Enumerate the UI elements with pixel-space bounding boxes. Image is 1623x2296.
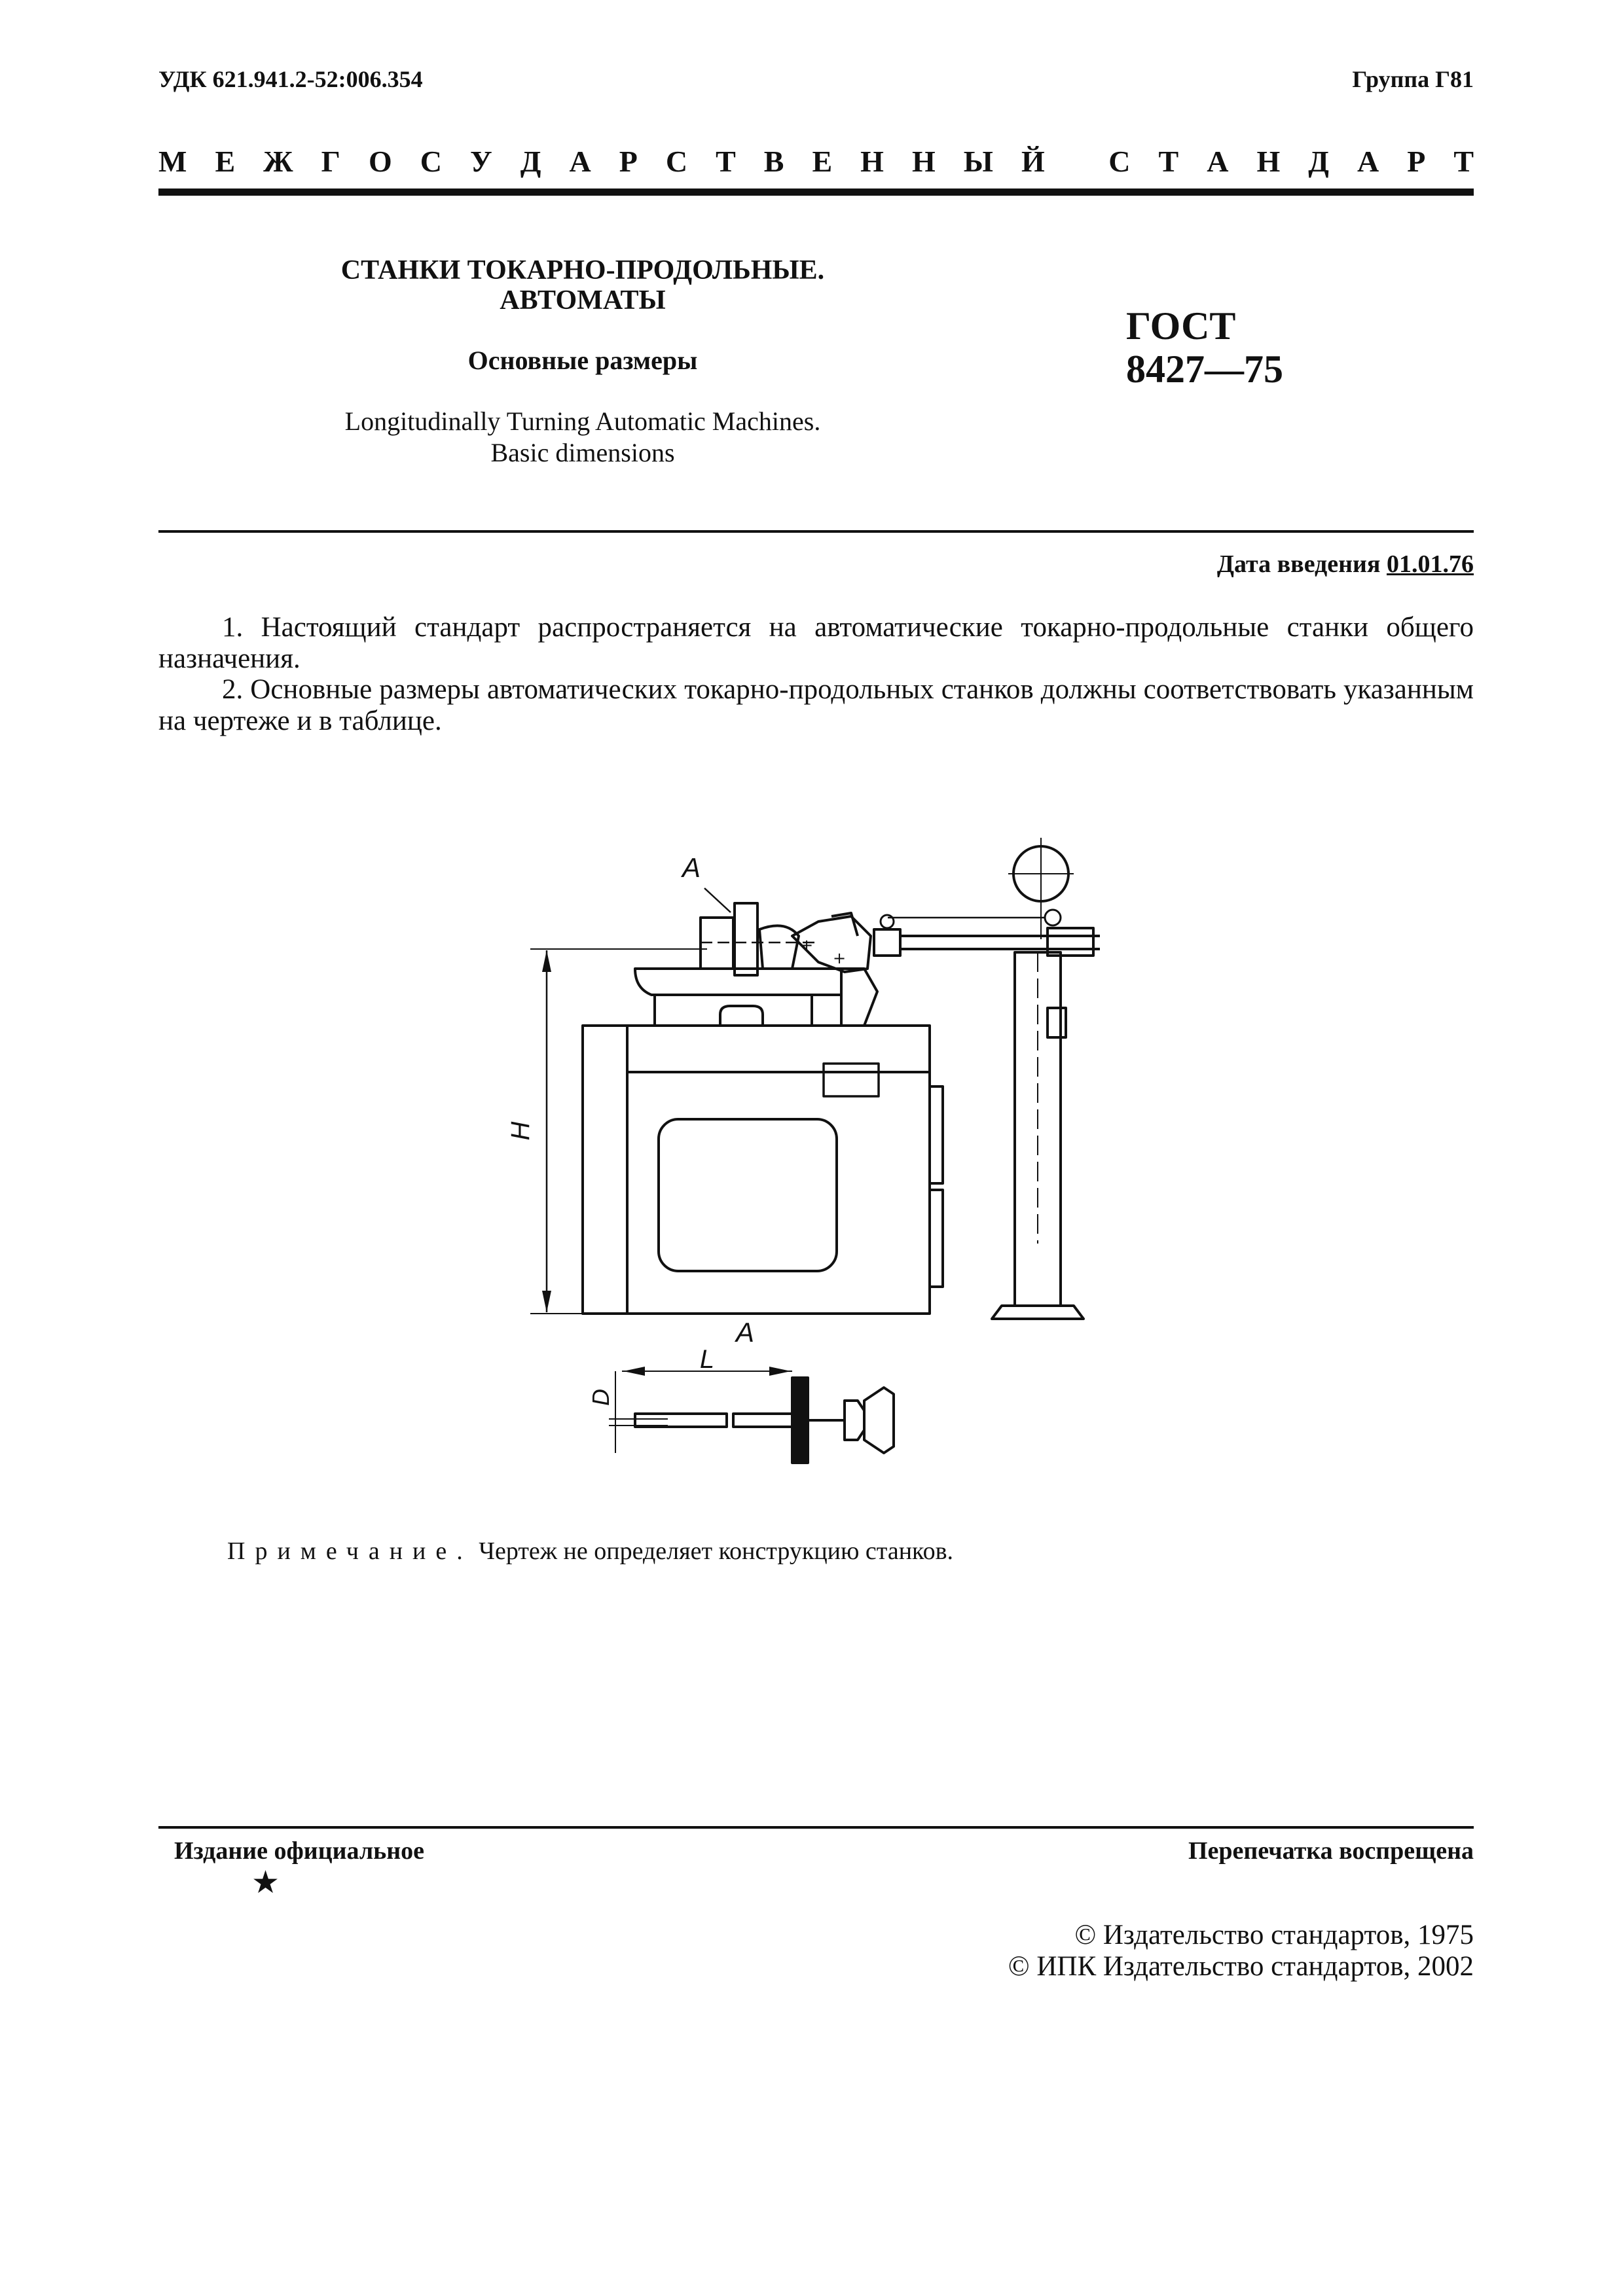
- banner-letter: Т: [716, 145, 736, 178]
- english-title: [282, 406, 884, 469]
- standard-banner: [158, 144, 1474, 179]
- banner-letter: Е: [215, 145, 236, 178]
- banner-letter: Н: [860, 145, 884, 178]
- label-a-top: A: [682, 852, 701, 883]
- banner-letter: Д: [1308, 145, 1329, 178]
- banner-letter: Р: [619, 145, 638, 178]
- gost-label: ГОСТ: [1126, 304, 1236, 348]
- bar-feed: [874, 910, 1100, 956]
- svg-text:+: +: [833, 949, 847, 967]
- banner-letter: О: [368, 145, 392, 178]
- header-rule: [158, 188, 1474, 196]
- english-title-line-2: Basic dimensions: [490, 438, 675, 467]
- tool-block: [701, 903, 871, 975]
- note-text: Чертеж не определяет конструкцию станков.: [479, 1537, 954, 1565]
- gost-code: 8427—75: [1126, 348, 1283, 391]
- title-line-1: СТАНКИ ТОКАРНО-ПРОДОЛЬНЫЕ.: [340, 255, 825, 285]
- banner-letter: А: [1357, 145, 1379, 178]
- title-line-2: АВТОМАТЫ: [500, 285, 666, 315]
- document-subtitle: Основные размеры: [467, 346, 698, 375]
- introduction-date-value: 01.01.76: [1387, 550, 1474, 578]
- svg-text:+: +: [800, 936, 814, 954]
- star-icon: ★: [251, 1865, 280, 1900]
- banner-letter: С: [1108, 145, 1131, 178]
- introduction-date: [1217, 550, 1474, 579]
- banner-letter: Г: [321, 145, 340, 178]
- reprint-notice: Перепечатка воспрещена: [1188, 1837, 1474, 1865]
- label-a-bottom: A: [736, 1317, 755, 1348]
- machine-drawing: [506, 838, 1113, 1512]
- label-h: H: [506, 1121, 535, 1141]
- banner-letter: Н: [911, 145, 936, 178]
- banner-letter: М: [158, 145, 187, 178]
- footer-rule: [158, 1826, 1474, 1829]
- english-title-line-1: Longitudinally Turning Automatic Machines.: [344, 406, 821, 436]
- banner-letter: Т: [1158, 145, 1179, 178]
- banner-letter: Ж: [263, 145, 293, 178]
- paragraph-1: 1. Настоящий стандарт распространяется на автоматические токарно-продольные станки общего назначения.: [158, 612, 1474, 674]
- banner-letter: Ы: [963, 145, 993, 178]
- official-edition: Издание официальное: [174, 1837, 425, 1865]
- label-d: D: [587, 1389, 614, 1406]
- banner-letter: С: [420, 145, 442, 178]
- leader-a: [704, 888, 731, 912]
- copyright-1975: © Издательство стандартов, 1975: [1074, 1920, 1474, 1950]
- paragraph-2: 2. Основные размеры автоматических токарно-продольных станков должны соответствовать указанным на чертеже и в таблице.: [158, 674, 1474, 736]
- introduction-date-label: Дата введения: [1216, 550, 1381, 578]
- support-stand: [992, 838, 1084, 1319]
- note-label: Примечание.: [227, 1537, 473, 1565]
- machine-bed: [635, 969, 877, 1026]
- banner-letter: А: [1207, 145, 1229, 178]
- banner-letter: У: [469, 145, 492, 178]
- banner-letter: С: [665, 145, 688, 178]
- copyright-2002: © ИПК Издательство стандартов, 2002: [1008, 1951, 1474, 1982]
- detail-a: [609, 1367, 894, 1463]
- title-rule: [158, 530, 1474, 533]
- banner-letter: А: [569, 145, 591, 178]
- banner-letter: Е: [812, 145, 833, 178]
- banner-letter: Д: [520, 145, 541, 178]
- document-title: [282, 255, 884, 315]
- banner-letter: Р: [1407, 145, 1426, 178]
- drawing-note: [227, 1537, 953, 1566]
- group-code: Группа Г81: [1352, 66, 1474, 92]
- banner-letter: Т: [1453, 145, 1474, 178]
- machine-cabinet: [583, 1026, 943, 1314]
- label-l: L: [699, 1345, 715, 1374]
- banner-letter: Й: [1021, 145, 1045, 178]
- gost-number: [1126, 304, 1322, 391]
- height-dimension: [530, 949, 707, 1314]
- udk-code: УДК 621.941.2-52:006.354: [158, 66, 423, 92]
- banner-letter: В: [763, 145, 784, 178]
- banner-letter: Н: [1256, 145, 1281, 178]
- banner-gap: [1073, 144, 1081, 179]
